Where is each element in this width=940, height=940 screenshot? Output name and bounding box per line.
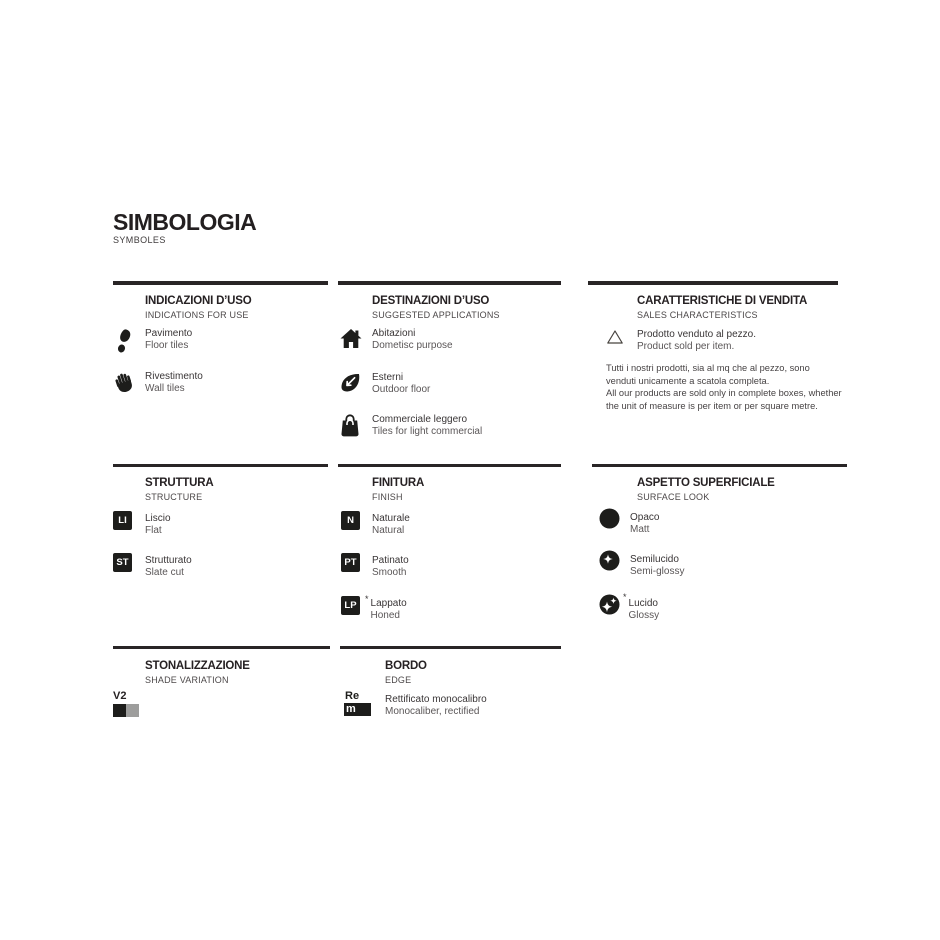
section-subtitle: FINISH (372, 492, 403, 502)
rem-icon-bottom: m (344, 703, 371, 716)
section-subtitle: INDICATIONS FOR USE (145, 310, 249, 320)
title-block (113, 210, 256, 245)
asterisk-marker: * (623, 592, 627, 602)
item-label-it: Semilucido (630, 554, 679, 565)
section-header-stonalizzazione (145, 660, 250, 685)
asterisk-marker: * (365, 594, 369, 604)
item-label-en: Dometisc purpose (372, 340, 453, 351)
item-label-it: Lappato (370, 598, 407, 609)
section-divider (113, 646, 330, 649)
legend-item-esterni (340, 372, 430, 396)
legend-item-pavimento (113, 328, 192, 354)
section-divider (338, 464, 561, 467)
item-label-it: Rivestimento (145, 371, 203, 382)
legend-item-commerciale (340, 414, 482, 438)
page-title: SIMBOLOGIA (113, 209, 257, 235)
section-divider (340, 646, 561, 649)
item-label-it: Commerciale leggero (372, 414, 468, 425)
footprint-icon (113, 328, 145, 354)
item-label-it: Lucido (628, 598, 658, 609)
sales-note (606, 362, 842, 412)
item-label-en: Honed (370, 610, 400, 621)
rem-icon-top: Re (345, 690, 360, 702)
section-header-aspetto (637, 477, 775, 502)
item-label-en: Glossy (628, 610, 660, 621)
badge-lp-icon: LP (341, 596, 360, 615)
item-label-en: Outdoor floor (372, 384, 431, 395)
section-title: STONALIZZAZIONE (145, 660, 250, 672)
section-subtitle: SALES CHARACTERISTICS (637, 310, 758, 320)
sales-note-line: All our products are sold only in complete boxes, whether (606, 388, 842, 398)
section-header-finitura (372, 477, 424, 502)
item-label-it: Prodotto venduto al pezzo. (637, 329, 756, 340)
badge-li-icon: LI (113, 511, 132, 530)
shade-variation-swatches-icon (113, 704, 139, 717)
section-title: INDICAZIONI D’USO (145, 295, 252, 307)
section-title: STRUTTURA (145, 477, 214, 489)
badge-st-icon: ST (113, 553, 132, 572)
house-icon (340, 328, 372, 349)
section-title: ASPETTO SUPERFICIALE (637, 477, 775, 489)
item-label-it: Abitazioni (372, 328, 416, 339)
section-header-indicazioni (145, 295, 252, 320)
item-label-it: Rettificato monocalibro (385, 694, 487, 705)
item-label-en: Slate cut (145, 567, 184, 578)
hand-icon (113, 371, 145, 394)
legend-item-rettificato (344, 691, 487, 718)
item-label-it: Opaco (630, 512, 660, 523)
section-divider (113, 464, 328, 467)
item-label-en: Semi-glossy (630, 566, 685, 577)
section-divider (588, 281, 838, 285)
item-label-it: Patinato (372, 555, 409, 566)
item-label-it: Liscio (145, 513, 171, 524)
sales-note-line: venduti unicamente a scatola completa. (606, 375, 770, 386)
section-subtitle: SHADE VARIATION (145, 675, 229, 685)
triangle-icon (606, 329, 637, 345)
section-title: FINITURA (372, 477, 425, 489)
sales-note-line: the unit of measure is per item or per square metre. (606, 400, 818, 411)
section-header-struttura (145, 477, 213, 502)
legend-item-abitazioni (340, 328, 453, 352)
section-title: CARATTERISTICHE DI VENDITA (637, 295, 808, 307)
section-header-bordo (385, 660, 427, 685)
legend-item-strutturato (113, 553, 192, 579)
section-divider (113, 281, 328, 285)
item-label-en: Product sold per item. (637, 341, 735, 352)
item-label-it: Pavimento (145, 328, 193, 339)
badge-pt-icon: PT (341, 553, 360, 572)
shade-variation-label: V2 (113, 690, 127, 702)
section-title: BORDO (385, 660, 427, 672)
section-subtitle: SURFACE LOOK (637, 492, 710, 502)
legend-item-rivestimento (113, 371, 203, 395)
item-label-en: Tiles for light commercial (372, 426, 483, 437)
outdoor-leaf-icon (340, 372, 372, 393)
section-header-destinazioni (372, 295, 500, 320)
legend-item-semilucido (599, 550, 684, 578)
page-subtitle: SYMBOLES (113, 235, 166, 245)
section-divider (592, 464, 847, 467)
swatch-black (113, 704, 126, 717)
legend-item-v2 (113, 691, 139, 717)
legend-item-lappato (341, 596, 407, 622)
legend-item-lucido (599, 594, 659, 622)
legend-item-liscio (113, 511, 171, 537)
section-title: DESTINAZIONI D’USO (372, 295, 490, 307)
sales-note-line: Tutti i nostri prodotti, sia al mq che al pezzo, sono (606, 363, 810, 373)
item-label-en: Monocaliber, rectified (385, 706, 480, 717)
section-subtitle: SUGGESTED APPLICATIONS (372, 310, 500, 320)
item-label-it: Naturale (372, 513, 410, 524)
section-subtitle: EDGE (385, 675, 412, 685)
legend-item-opaco (599, 508, 659, 536)
item-label-en: Natural (372, 525, 405, 536)
shopping-bag-icon (340, 414, 372, 438)
item-label-en: Smooth (372, 567, 407, 578)
legend-item-venduto-pezzo (606, 329, 756, 353)
badge-n-icon: N (341, 511, 360, 530)
semigloss-circle-icon (599, 550, 630, 571)
gloss-circle-icon (599, 594, 623, 615)
section-divider (338, 281, 561, 285)
item-label-en: Wall tiles (145, 383, 185, 394)
item-label-it: Esterni (372, 372, 404, 383)
section-header-vendita (637, 295, 807, 320)
matt-circle-icon (599, 508, 630, 529)
item-label-en: Matt (630, 524, 650, 535)
legend-item-naturale (341, 511, 410, 537)
section-subtitle: STRUCTURE (145, 492, 203, 502)
legend-item-patinato (341, 553, 409, 579)
item-label-en: Floor tiles (145, 340, 189, 351)
swatch-grey (126, 704, 139, 717)
item-label-it: Strutturato (145, 555, 192, 566)
rem-rectified-icon (344, 691, 385, 716)
item-label-en: Flat (145, 525, 162, 536)
